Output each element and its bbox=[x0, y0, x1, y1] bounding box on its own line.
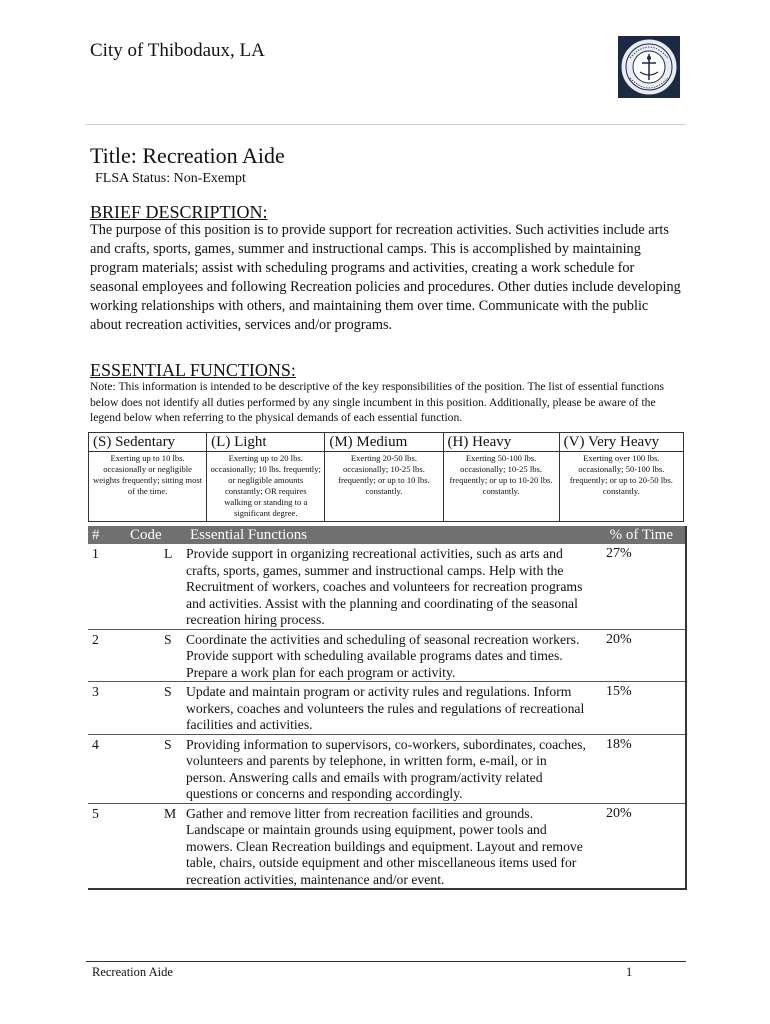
legend-label-very-heavy: (V) Very Heavy bbox=[559, 433, 683, 452]
header-divider bbox=[86, 124, 686, 125]
row-number: 4 bbox=[88, 734, 124, 803]
column-header-code: Code bbox=[124, 526, 186, 544]
legend-desc-light: Exerting up to 20 lbs. occasionally; 10 lbs. frequently; or negligible amounts constantly; OR requires walking or standing to a significant degree. bbox=[207, 452, 325, 522]
row-code: S bbox=[124, 682, 186, 735]
legend-desc-heavy: Exerting 50-100 lbs. occasionally; 10-25 lbs. frequently; or up to 10-20 lbs. constantly. bbox=[443, 452, 559, 522]
row-percent: 18% bbox=[594, 734, 686, 803]
legend-label-sedentary: (S) Sedentary bbox=[89, 433, 207, 452]
table-row bbox=[88, 734, 686, 803]
table-row bbox=[88, 803, 686, 889]
legend-label-heavy: (H) Heavy bbox=[443, 433, 559, 452]
row-description: Update and maintain program or activity rules and regulations. Inform workers, coaches and volunteers the rules and regulations of recreational facilities and activities. bbox=[186, 682, 594, 735]
legend-desc-very-heavy: Exerting over 100 lbs. occasionally; 50-100 lbs. frequently; or up to 20-50 lbs. constantly. bbox=[559, 452, 683, 522]
footer-document-name: Recreation Aide bbox=[92, 965, 173, 979]
brief-description-heading: BRIEF DESCRIPTION: bbox=[90, 202, 268, 222]
flsa-status: FLSA Status: Non-Exempt bbox=[95, 171, 246, 186]
column-header-functions: Essential Functions bbox=[186, 526, 594, 544]
row-description: Coordinate the activities and scheduling of seasonal recreation workers. Provide support with scheduling available programs dates and times. Prepare a work plan for each program or activity. bbox=[186, 629, 594, 682]
table-row bbox=[88, 544, 686, 629]
row-percent: 20% bbox=[594, 803, 686, 889]
row-code: S bbox=[124, 734, 186, 803]
row-description: Gather and remove litter from recreation facilities and grounds. Landscape or maintain grounds using equipment, power tools and mowers. Clean Recreation buildings and equipment. Layout and remove table, chairs, outside equipment and other miscellaneous items used for recreation activities, maintenance and/or event. bbox=[186, 803, 594, 889]
row-percent: 15% bbox=[594, 682, 686, 735]
row-percent: 27% bbox=[594, 544, 686, 629]
row-percent: 20% bbox=[594, 629, 686, 682]
footer-divider bbox=[86, 961, 686, 962]
column-header-percent-time: % of Time bbox=[594, 526, 686, 544]
legend-desc-sedentary: Exerting up to 10 lbs. occasionally or negligible weights frequently; sitting most of the time. bbox=[89, 452, 207, 522]
column-header-number: # bbox=[88, 526, 124, 544]
essential-functions-note: Note: This information is intended to be descriptive of the key responsibilities of the position. The list of essential functions below does not identify all duties performed by any single incumbent in this position. Additionally, please be aware of the legend below when referring to the physical demands of each essential function. bbox=[90, 380, 665, 424]
row-number: 5 bbox=[88, 803, 124, 889]
header-city: City of Thibodaux, LA bbox=[90, 40, 265, 61]
table-row bbox=[88, 629, 686, 682]
brief-description-text: The purpose of this position is to provide support for recreation activities. Such activities include arts and crafts, sports, games, summer and instructional camps. This is accomplished by maintaining program materials; assist with scheduling programs and activities, creating a work schedule for seasonal employees and following Recreation policies and procedures. Other duties include developing working relationships with others, and maintaining them over time. Communicate with the public about recreation activities, services and/or programs. bbox=[90, 222, 681, 333]
row-code: L bbox=[124, 544, 186, 629]
row-number: 2 bbox=[88, 629, 124, 682]
row-number: 1 bbox=[88, 544, 124, 629]
legend-desc-medium: Exerting 20-50 lbs. occasionally; 10-25 lbs. frequently; or up to 10 lbs. constantly. bbox=[325, 452, 443, 522]
essential-functions-heading: ESSENTIAL FUNCTIONS: bbox=[90, 360, 296, 380]
row-description: Provide support in organizing recreational activities, such as arts and crafts, sports, games, summer and instructional camps. Help with the Recruitment of workers, coaches and volunteers for recreation programs and activities. Assist with the planning and coordinating of the seasonal recreation hiring process. bbox=[186, 544, 594, 629]
legend-label-light: (L) Light bbox=[207, 433, 325, 452]
essential-functions-table bbox=[88, 526, 687, 890]
row-number: 3 bbox=[88, 682, 124, 735]
row-description: Providing information to supervisors, co-workers, subordinates, coaches, volunteers and parents by telephone, in written form, e-mail, or in person. Answering calls and emails with program/activity related questions or concerns and responding accordingly. bbox=[186, 734, 594, 803]
table-row bbox=[88, 682, 686, 735]
row-code: S bbox=[124, 629, 186, 682]
table-header-row bbox=[88, 526, 686, 544]
page-number: 1 bbox=[626, 965, 633, 979]
page-title: Title: Recreation Aide bbox=[90, 143, 285, 168]
physical-demands-legend bbox=[88, 432, 684, 522]
legend-label-medium: (M) Medium bbox=[325, 433, 443, 452]
row-code: M bbox=[124, 803, 186, 889]
city-seal-logo bbox=[618, 36, 680, 98]
